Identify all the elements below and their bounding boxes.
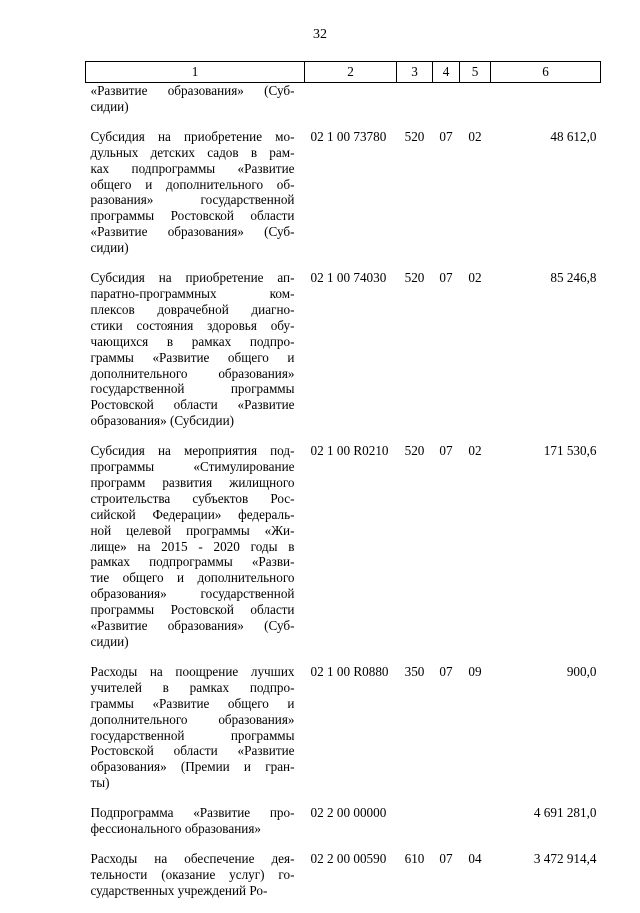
row-description: [86, 443, 305, 664]
row-description: [86, 851, 305, 913]
row-code: 02 2 00 00000: [310, 805, 387, 821]
header-row: [86, 62, 601, 83]
table-row: [86, 270, 601, 443]
description-line: граммы «Развитие общего и: [90, 695, 295, 711]
row-description: [86, 270, 305, 443]
row-code: 02 1 00 73780: [310, 128, 387, 144]
description-line: программы Ростовской области: [90, 208, 295, 224]
description-line: строительства субъектов Рос-: [90, 490, 295, 506]
description-line: государственной программы: [90, 381, 295, 397]
table-body: [86, 83, 601, 913]
description-line: Расходы на поощрение лучших: [90, 663, 295, 679]
description-line: плексов доврачебной диагно-: [90, 301, 295, 317]
row-pr: [460, 83, 491, 129]
row-sum: [491, 83, 601, 129]
description-line: паратно-программных ком-: [90, 285, 295, 301]
row-code: [305, 83, 397, 129]
budget-table: [85, 61, 601, 913]
row-pr: 04: [468, 850, 482, 866]
row-rz: 07: [439, 663, 453, 679]
description-line: дополнительного образования»: [90, 711, 295, 727]
description-line: разования» государственной: [90, 192, 295, 208]
row-sum: 48 612,0: [550, 128, 597, 144]
description-line: «Развитие образования» (Суб-: [90, 224, 295, 240]
row-code: 02 1 00 R0210: [310, 443, 389, 459]
row-description: [86, 129, 305, 270]
description-line: сидии): [90, 98, 129, 114]
row-code: 02 2 00 00590: [310, 850, 387, 866]
page-number: 32: [313, 27, 327, 42]
description-line: ты): [90, 775, 110, 791]
row-description: [86, 805, 305, 851]
description-line: дополнительного образования»: [90, 365, 295, 381]
description-line: образования» государственной: [90, 586, 295, 602]
description-line: Ростовской области «Развитие: [90, 743, 295, 759]
header-col-3: 3: [397, 62, 433, 83]
row-sum: 3 472 914,4: [533, 850, 597, 866]
description-line: Субсидия на мероприятия под-: [90, 443, 295, 459]
header-col-2: 2: [305, 62, 397, 83]
row-pr: 02: [468, 128, 482, 144]
row-vr: 350: [404, 663, 425, 679]
description-line: стики состояния здоровья обу-: [90, 317, 295, 333]
row-code: 02 1 00 R0880: [310, 663, 389, 679]
description-line: сидии): [90, 240, 129, 256]
row-description: [86, 83, 305, 129]
description-line: лище» на 2015 - 2020 годы в: [90, 538, 295, 554]
description-line: сийской Федерации» федераль-: [90, 506, 295, 522]
row-vr: [397, 805, 433, 851]
table-row: [86, 805, 601, 851]
row-vr: 610: [404, 850, 425, 866]
description-line: фессионального образования»: [90, 821, 261, 837]
row-vr: 520: [404, 270, 425, 286]
description-line: рамках подпрограммы «Разви-: [90, 554, 295, 570]
row-pr: 02: [468, 443, 482, 459]
description-line: тие общего и дополнительного: [90, 570, 295, 586]
description-line: образования» (Субсидии): [90, 413, 235, 429]
description-line: ной целевой программы «Жи-: [90, 522, 295, 538]
description-line: «Развитие образования» (Суб-: [90, 83, 295, 98]
header-col-1: 1: [86, 62, 305, 83]
header-col-5: 5: [460, 62, 491, 83]
description-line: программ развития жилищного: [90, 474, 295, 490]
row-rz: 07: [439, 128, 453, 144]
row-sum: 171 530,6: [543, 443, 597, 459]
table-row: [86, 443, 601, 664]
table-row: [86, 664, 601, 805]
row-rz: 07: [439, 850, 453, 866]
description-line: сударственных учреждений Ро-: [90, 882, 268, 898]
row-pr: [460, 805, 491, 851]
description-line: Ростовской области «Развитие: [90, 397, 295, 413]
table-row: [86, 129, 601, 270]
description-line: граммы «Развитие общего и: [90, 349, 295, 365]
description-line: Субсидия на приобретение мо-: [90, 128, 295, 144]
row-sum: 85 246,8: [550, 270, 597, 286]
row-vr: [397, 83, 433, 129]
description-line: программы «Стимулирование: [90, 459, 295, 475]
header-col-6: 6: [491, 62, 601, 83]
row-vr: 520: [404, 443, 425, 459]
row-rz: 07: [439, 270, 453, 286]
row-description: [86, 664, 305, 805]
row-vr: 520: [404, 128, 425, 144]
description-line: чающихся в рамках подпро-: [90, 333, 295, 349]
description-line: общего и дополнительного об-: [90, 176, 295, 192]
row-rz: [433, 805, 460, 851]
description-line: Субсидия на приобретение ап-: [90, 270, 295, 286]
row-rz: 07: [439, 443, 453, 459]
description-line: государственной программы: [90, 727, 295, 743]
table-row: [86, 851, 601, 913]
header-col-4: 4: [433, 62, 460, 83]
row-sum: 900,0: [566, 663, 597, 679]
description-line: тельности (оказание услуг) го-: [90, 866, 295, 882]
description-line: ках подпрограммы «Развитие: [90, 160, 295, 176]
row-rz: [433, 83, 460, 129]
description-line: программы Ростовской области: [90, 602, 295, 618]
row-pr: 02: [468, 270, 482, 286]
row-code: 02 1 00 74030: [310, 270, 387, 286]
description-line: «Развитие образования» (Суб-: [90, 618, 295, 634]
description-line: сидии): [90, 634, 129, 649]
row-sum: 4 691 281,0: [533, 805, 597, 821]
description-line: Подпрограмма «Развитие про-: [90, 805, 295, 821]
description-line: дульных детских садов в рам-: [90, 144, 295, 160]
row-pr: 09: [468, 663, 482, 679]
description-line: учителей в рамках подпро-: [90, 679, 295, 695]
description-line: Расходы на обеспечение дея-: [90, 850, 295, 866]
description-line: образования» (Премии и гран-: [90, 759, 295, 775]
table-row: [86, 83, 601, 129]
